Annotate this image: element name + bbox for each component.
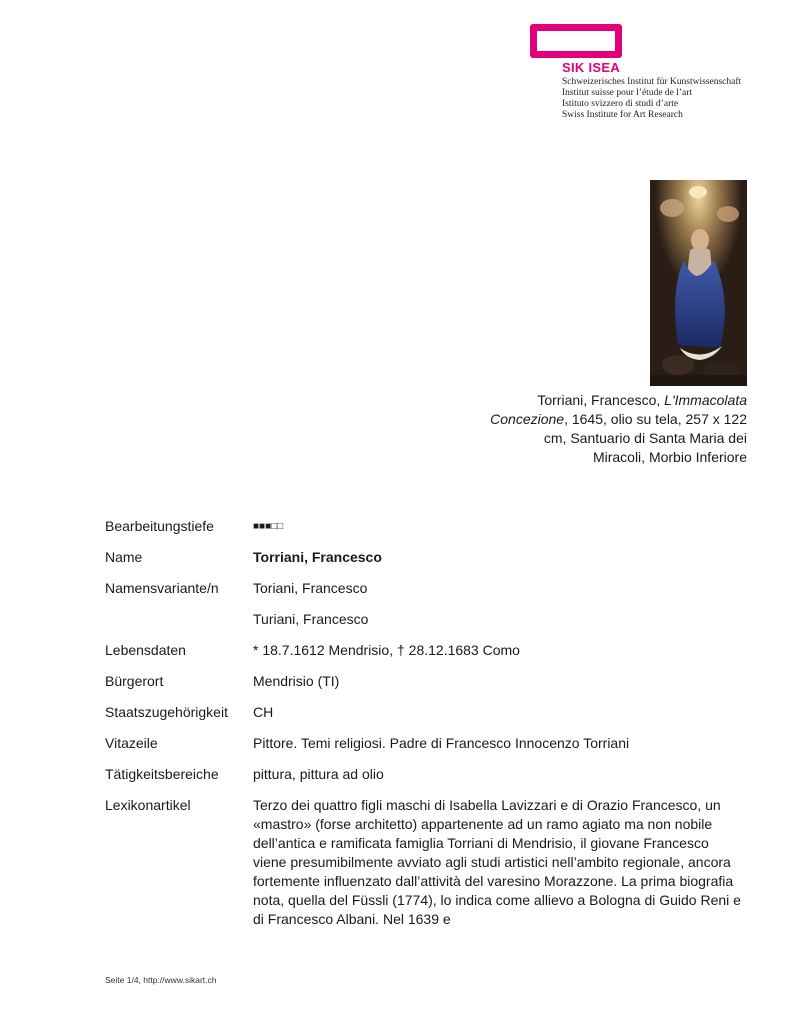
logo-mark (530, 24, 622, 58)
life-dates: * 18.7.1612 Mendrisio, † 28.12.1683 Como (253, 642, 520, 658)
logo-line: Institut suisse pour l’étude de l’art (562, 88, 693, 98)
caption-artist: Torriani, Francesco, (537, 392, 665, 408)
name-variant: Turiani, Francesco (253, 611, 369, 627)
field-label: Namensvariante/n (105, 580, 219, 596)
field-label: Lebensdaten (105, 642, 186, 658)
field-label: Bürgerort (105, 673, 164, 689)
field-label: Staatszugehörigkeit (105, 704, 228, 720)
artist-name: Torriani, Francesco (253, 549, 382, 565)
nationality: CH (253, 704, 274, 720)
name-variant: Toriani, Francesco (253, 580, 368, 596)
logo-line: Istituto svizzero di studi d’arte (562, 99, 679, 109)
logo-name: SIK ISEA (562, 60, 621, 75)
logo-line: Swiss Institute for Art Research (562, 110, 683, 120)
logo-line: Schweizerisches Institut für Kunstwissenschaft (562, 77, 742, 87)
painting-illustration (650, 180, 747, 386)
caption-title: L'Immacolata Concezione (490, 392, 747, 427)
field-label: Bearbeitungstiefe (105, 518, 214, 534)
vita-line: Pittore. Temi religiosi. Padre di Francesco Innocenzo Torriani (253, 735, 630, 751)
logo-lines (530, 77, 770, 121)
page-footer: Seite 1/4, http://www.sikart.ch (105, 975, 217, 985)
caption-details: , 1645, olio su tela, 257 x 122 cm, Santuario di Santa Maria dei Miracoli, Morbio Inferiore (543, 411, 747, 465)
activity-areas: pittura, pittura ad olio (253, 766, 384, 782)
image-caption (490, 391, 747, 467)
field-label: Lexikonartikel (105, 797, 191, 813)
field-label: Tätigkeitsbereiche (105, 766, 219, 782)
place-of-origin: Mendrisio (TI) (253, 673, 340, 689)
field-label: Name (105, 549, 143, 565)
sik-isea-logo (530, 24, 770, 121)
lexicon-article: Terzo dei quattro figli maschi di Isabella Lavizzari e di Orazio Francesco, un «mastro» (forse architetto) appartenente ad un ramo agiato ma non nobile dell’antica e ramificata famiglia Torriani di Mendrisio, il giovane Francesco viene presumibilmente avviato agli studi artistici nell’ambito regionale, ancora fortemente influenzato dall’attività del varesino Morazzone. La prima biografia nota, quella del Füssli (1774), lo indica come allievo a Bologna di Guido Reni e di Francesco Albani. Nel 1639 e (253, 797, 741, 927)
depth-indicator: ■■■□□ (253, 521, 284, 532)
painting-image (650, 180, 747, 386)
field-label: Vitazeile (105, 735, 158, 751)
